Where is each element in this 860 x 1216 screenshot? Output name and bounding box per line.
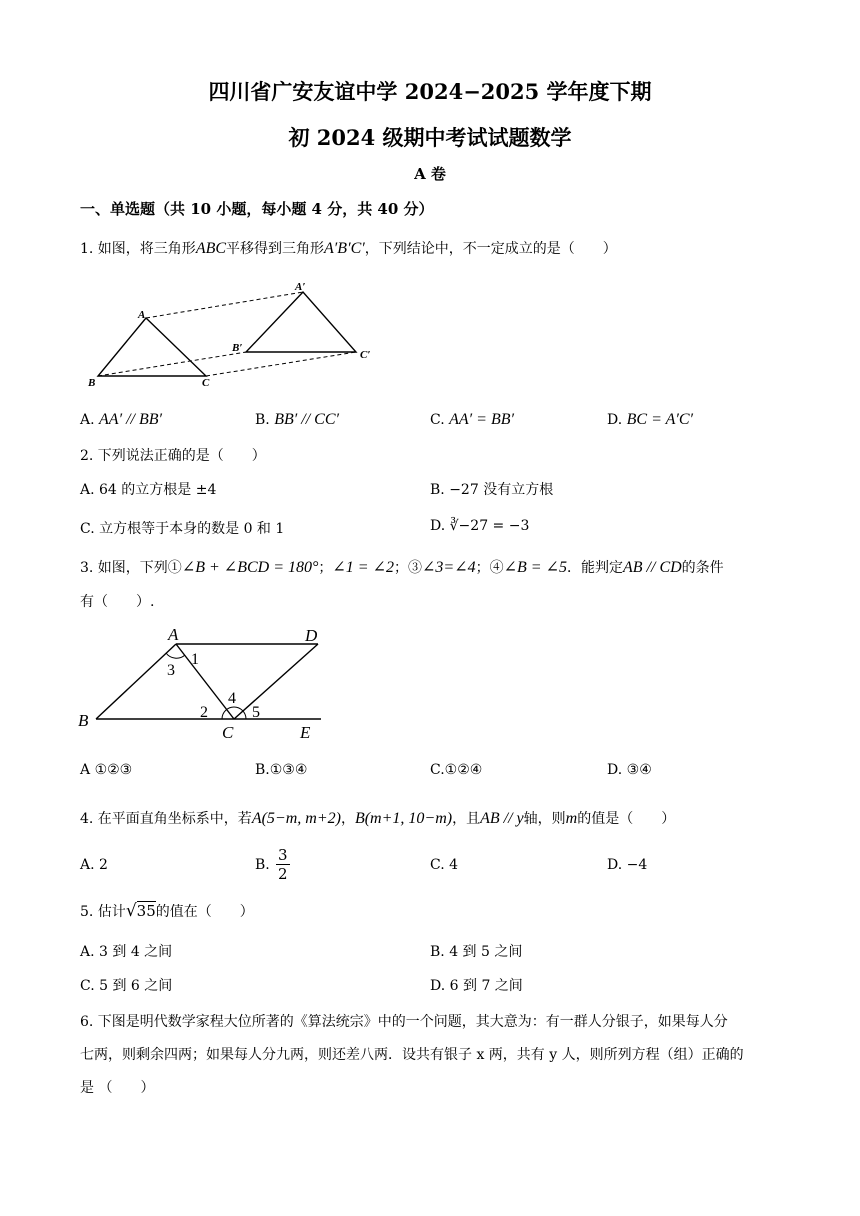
question-6-line1: 6. 下图是明代数学家程大位所著的《算法统宗》中的一个问题，其大意为：有一群人分银子，如果每人分 (80, 1014, 728, 1030)
fig3-angle-5: 5 (252, 704, 260, 721)
q3-parallel-figure (76, 622, 336, 744)
question-6-line3: 是 （ ） (80, 1080, 155, 1096)
question-6-line2: 七两，则剩余四两；如果每人分九两，则还差八两．设共有银子 x 两，共有 y 人，则所列方程（组）正确的 (80, 1047, 744, 1063)
q5-option-a[interactable]: A. 3 到 4 之间 (80, 944, 173, 960)
radical-sign: √ (125, 901, 137, 921)
fig3-label-A: A (168, 625, 179, 644)
q5-option-b[interactable]: B. 4 到 5 之间 (430, 944, 523, 960)
fig3-angle-4: 4 (228, 690, 236, 707)
question-4-stem: 4. 在平面直角坐标系中，若A(5−m, m+2)，B(m+1, 10−m)，且AB // y轴，则m的值是（ ） (80, 810, 676, 827)
q1-option-d[interactable]: D. BC = A′C′ (607, 411, 694, 428)
radicand: 35 (136, 902, 156, 920)
fig1-label-C: C (202, 377, 210, 389)
page-subtitle: 初 2024 级期中考试试题数学 (288, 125, 572, 150)
q1-option-a[interactable]: A. AA′ // BB′ (80, 411, 162, 428)
fig3-label-E: E (300, 723, 311, 742)
section-heading: 一、单选题（共 10 小题，每小题 4 分，共 40 分） (80, 200, 434, 218)
question-1-stem: 1. 如图，将三角形ABC平移得到三角形A′B′C′，下列结论中，不一定成立的是（ ） (80, 240, 617, 257)
fig1-label-C-prime: C′ (360, 349, 371, 361)
q1-option-c[interactable]: C. AA′ = BB′ (430, 411, 515, 428)
q4-option-c[interactable]: C. 4 (430, 857, 459, 873)
volume-label: A 卷 (414, 165, 446, 183)
q3-option-d[interactable]: D. ③④ (607, 762, 652, 778)
q4-option-a[interactable]: A. 2 (80, 857, 108, 873)
fig1-label-A-prime: A′ (295, 281, 306, 293)
q2-option-a[interactable]: A. 64 的立方根是 ±4 (80, 482, 217, 498)
q5-option-c[interactable]: C. 5 到 6 之间 (80, 978, 173, 994)
q1-option-b[interactable]: B. BB′ // CC′ (255, 411, 339, 428)
q3-option-b[interactable]: B.①③④ (255, 762, 308, 778)
q4-option-b[interactable]: B. (255, 857, 270, 873)
q1-translation-figure (80, 280, 390, 390)
q2-option-b[interactable]: B. −27 没有立方根 (430, 482, 554, 498)
fig3-label-B: B (78, 711, 89, 730)
question-5-stem: 5. 估计√35的值在（ ） (80, 901, 254, 921)
fig3-label-D: D (305, 626, 318, 645)
fig3-angle-3: 3 (167, 662, 175, 679)
fraction-denominator: 2 (278, 865, 288, 883)
q4-option-b-fraction (276, 846, 290, 883)
q4-option-d[interactable]: D. −4 (607, 857, 648, 873)
fig3-angle-1: 1 (191, 651, 199, 668)
fig3-angle-2: 2 (200, 704, 208, 721)
page-title: 四川省广安友谊中学 2024−2025 学年度下期 (208, 79, 652, 104)
question-3-stem: 3. 如图，下列①∠B + ∠BCD = 180°；∠1 = ∠2；③∠3=∠4；④∠B = ∠5．能判定AB // CD的条件 (80, 559, 724, 576)
q5-option-d[interactable]: D. 6 到 7 之间 (430, 978, 523, 994)
q2-option-d[interactable]: D. ∛−27 = −3 (430, 518, 530, 534)
fig1-label-B: B (88, 377, 96, 389)
q2-option-c[interactable]: C. 立方根等于本身的数是 0 和 1 (80, 521, 285, 537)
fig1-label-A: A (138, 309, 146, 321)
q3-option-a[interactable]: A ①②③ (80, 762, 133, 778)
fig1-label-B-prime: B′ (232, 342, 243, 354)
fig3-label-C: C (222, 723, 234, 742)
question-3-stem-line2: 有（ ）. (80, 594, 155, 610)
fraction-numerator: 3 (278, 846, 288, 864)
q3-option-c[interactable]: C.①②④ (430, 762, 483, 778)
question-2-stem: 2. 下列说法正确的是（ ） (80, 448, 266, 464)
